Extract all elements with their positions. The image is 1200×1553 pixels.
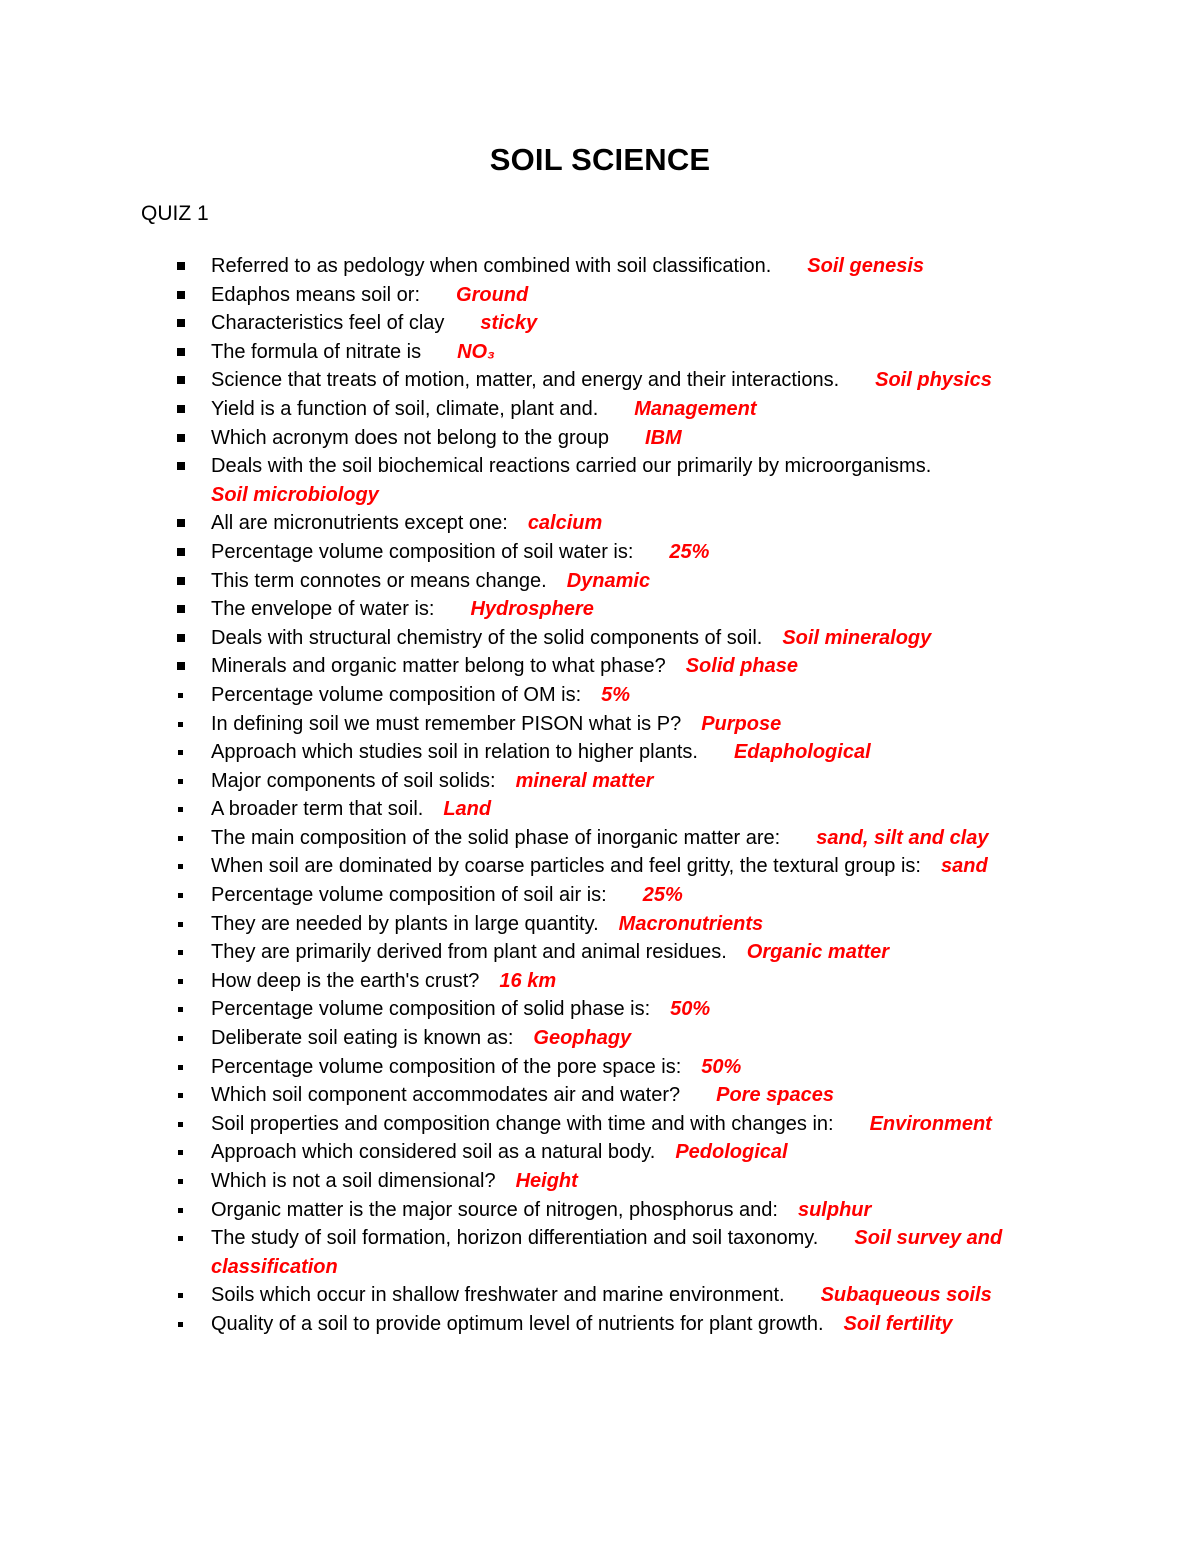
bullet-icon bbox=[177, 405, 185, 413]
question-item bbox=[0, 1024, 1081, 1053]
bullet-icon bbox=[178, 1293, 183, 1298]
bullet-icon bbox=[177, 376, 185, 384]
bullet-icon bbox=[178, 1093, 183, 1098]
answer-text: sticky bbox=[480, 312, 538, 335]
question-text: Major components of soil solids: bbox=[211, 769, 496, 792]
question-item bbox=[0, 1196, 1081, 1225]
question-text: Soils which occur in shallow freshwater and marine environment. bbox=[211, 1284, 785, 1307]
question-text: Percentage volume composition of soil water is: bbox=[211, 540, 634, 563]
bullet-icon bbox=[177, 434, 185, 442]
question-text: Percentage volume composition of soil air is: bbox=[211, 884, 607, 907]
question-text: Minerals and organic matter belong to what phase? bbox=[211, 655, 666, 678]
question-text: The envelope of water is: bbox=[211, 598, 435, 621]
question-item bbox=[0, 395, 1081, 424]
answer-text: Dynamic bbox=[566, 569, 651, 592]
question-text: Which soil component accommodates air and water? bbox=[211, 1084, 681, 1107]
bullet-icon bbox=[177, 548, 185, 556]
question-item bbox=[0, 366, 1081, 395]
question-item bbox=[0, 509, 1081, 538]
answer-text: mineral matter bbox=[515, 769, 654, 792]
question-text: Percentage volume composition of solid phase is: bbox=[211, 998, 651, 1021]
bullet-icon bbox=[177, 577, 185, 585]
bullet-icon bbox=[177, 462, 185, 470]
question-text: Science that treats of motion, matter, and energy and their interactions. bbox=[211, 369, 840, 392]
question-item bbox=[0, 710, 1081, 739]
answer-text: Soil survey and classification bbox=[211, 1227, 1003, 1278]
answer-text: Soil physics bbox=[875, 369, 992, 392]
question-text: Soil properties and composition change with time and with changes in: bbox=[211, 1112, 834, 1135]
answer-text: Pore spaces bbox=[716, 1084, 834, 1107]
question-item bbox=[0, 1224, 1081, 1281]
answer-text: Ground bbox=[456, 283, 529, 306]
page-title: SOIL SCIENCE bbox=[489, 142, 711, 177]
answer-text: 50% bbox=[701, 1055, 742, 1078]
question-text: In defining soil we must remember PISON what is P? bbox=[211, 712, 682, 735]
answer-text: IBM bbox=[645, 426, 682, 449]
question-text: Characteristics feel of clay bbox=[211, 312, 445, 335]
question-text: The study of soil formation, horizon differentiation and soil taxonomy. bbox=[211, 1227, 819, 1250]
question-item bbox=[0, 795, 1081, 824]
question-item bbox=[0, 1081, 1081, 1110]
answer-text: NO₃ bbox=[457, 340, 495, 363]
bullet-icon bbox=[177, 634, 185, 642]
question-item bbox=[0, 824, 1081, 853]
question-text: Which acronym does not belong to the group bbox=[211, 426, 610, 449]
question-item bbox=[0, 681, 1081, 710]
bullet-icon bbox=[178, 1236, 183, 1241]
bullet-icon bbox=[178, 836, 183, 841]
bullet-icon bbox=[178, 750, 183, 755]
question-text: Edaphos means soil or: bbox=[211, 283, 421, 306]
question-item bbox=[0, 624, 1081, 653]
question-item bbox=[0, 1110, 1081, 1139]
question-text: Referred to as pedology when combined with soil classification. bbox=[211, 255, 772, 277]
bullet-icon bbox=[177, 319, 185, 327]
answer-text: 16 km bbox=[499, 969, 557, 992]
question-text: Deals with the soil biochemical reactions carried our primarily by microorganisms. bbox=[211, 455, 932, 478]
quiz-heading: QUIZ 1 bbox=[141, 202, 209, 225]
question-item bbox=[0, 452, 1081, 509]
answer-text: 25% bbox=[669, 540, 710, 563]
question-text: All are micronutrients except one: bbox=[211, 512, 508, 535]
question-item bbox=[0, 1310, 1081, 1339]
question-item bbox=[0, 338, 1081, 367]
answer-text: Geophagy bbox=[533, 1027, 632, 1050]
answer-text: Soil microbiology bbox=[211, 483, 379, 506]
bullet-icon bbox=[177, 291, 185, 299]
bullet-icon bbox=[177, 662, 185, 670]
question-item bbox=[0, 567, 1081, 596]
question-item bbox=[0, 738, 1081, 767]
answer-text: Environment bbox=[869, 1112, 992, 1135]
question-text: Percentage volume composition of OM is: bbox=[211, 683, 582, 706]
answer-text: Solid phase bbox=[685, 655, 798, 678]
question-item bbox=[0, 1281, 1081, 1310]
bullet-icon bbox=[178, 722, 183, 727]
answer-text: sand bbox=[941, 855, 988, 878]
question-item bbox=[0, 652, 1081, 681]
bullet-icon bbox=[178, 1322, 183, 1327]
question-item bbox=[0, 1167, 1081, 1196]
question-item bbox=[0, 967, 1081, 996]
question-item bbox=[0, 281, 1081, 310]
answer-text: Macronutrients bbox=[618, 912, 764, 935]
answer-text: Height bbox=[515, 1170, 578, 1192]
bullet-icon bbox=[178, 922, 183, 927]
bullet-icon bbox=[178, 1065, 183, 1070]
question-text: This term connotes or means change. bbox=[211, 569, 547, 592]
bullet-icon bbox=[178, 1122, 183, 1127]
question-text: Percentage volume composition of the pore space is: bbox=[211, 1055, 682, 1078]
bullet-icon bbox=[177, 605, 185, 613]
bullet-icon bbox=[178, 1007, 183, 1012]
question-text: Yield is a function of soil, climate, plant and. bbox=[211, 397, 599, 420]
bullet-icon bbox=[177, 348, 185, 356]
question-text: Quality of a soil to provide optimum level of nutrients for plant growth. bbox=[211, 1312, 824, 1335]
bullet-icon bbox=[178, 893, 183, 898]
bullet-icon bbox=[178, 950, 183, 955]
question-item bbox=[0, 938, 1081, 967]
answer-text: calcium bbox=[527, 512, 603, 535]
question-text: Deals with structural chemistry of the solid components of soil. bbox=[211, 626, 763, 649]
question-text: The formula of nitrate is bbox=[211, 340, 422, 363]
bullet-icon bbox=[178, 807, 183, 812]
question-text: They are needed by plants in large quantity. bbox=[211, 912, 599, 935]
bullet-icon bbox=[178, 779, 183, 784]
question-item bbox=[0, 995, 1081, 1024]
answer-text: Edaphological bbox=[733, 741, 871, 764]
answer-text: Land bbox=[443, 798, 492, 821]
question-list bbox=[0, 252, 1200, 1339]
answer-text: Organic matter bbox=[746, 941, 890, 964]
bullet-icon bbox=[178, 864, 183, 869]
question-item bbox=[0, 309, 1081, 338]
answer-text: 50% bbox=[670, 998, 711, 1021]
answer-text: Hydrosphere bbox=[470, 598, 594, 621]
question-text: Organic matter is the major source of nitrogen, phosphorus and: bbox=[211, 1198, 778, 1221]
question-item bbox=[0, 881, 1081, 910]
question-item bbox=[0, 910, 1081, 939]
answer-text: 5% bbox=[601, 683, 631, 706]
question-item bbox=[0, 424, 1081, 453]
bullet-icon bbox=[177, 519, 185, 527]
question-text: Approach which considered soil as a natural body. bbox=[211, 1141, 656, 1164]
question-item bbox=[0, 1053, 1081, 1082]
bullet-icon bbox=[177, 262, 185, 270]
answer-text: Pedological bbox=[675, 1141, 788, 1164]
answer-text: sand, silt and clay bbox=[816, 826, 989, 849]
question-item bbox=[0, 1138, 1081, 1167]
question-text: Deliberate soil eating is known as: bbox=[211, 1027, 514, 1050]
question-text: Which is not a soil dimensional? bbox=[211, 1170, 496, 1192]
answer-text: Management bbox=[634, 397, 757, 420]
bullet-icon bbox=[178, 1150, 183, 1155]
answer-text: sulphur bbox=[797, 1198, 872, 1221]
bullet-icon bbox=[178, 979, 183, 984]
bullet-icon bbox=[178, 1208, 183, 1213]
bullet-icon bbox=[178, 1036, 183, 1041]
answer-text: Purpose bbox=[701, 712, 782, 735]
question-item bbox=[0, 852, 1081, 881]
question-text: When soil are dominated by coarse particles and feel gritty, the textural group is: bbox=[211, 855, 921, 878]
question-text: A broader term that soil. bbox=[211, 798, 424, 821]
answer-text: 25% bbox=[642, 884, 683, 907]
answer-text: Soil mineralogy bbox=[782, 626, 932, 649]
bullet-icon bbox=[178, 693, 183, 698]
bullet-icon bbox=[178, 1179, 183, 1184]
answer-text: Soil genesis bbox=[807, 255, 925, 277]
question-text: They are primarily derived from plant and animal residues. bbox=[211, 941, 727, 964]
answer-text: Soil fertility bbox=[843, 1312, 953, 1335]
question-item bbox=[0, 767, 1081, 796]
question-item bbox=[0, 538, 1081, 567]
question-text: How deep is the earth's crust? bbox=[211, 969, 480, 992]
answer-text: Subaqueous soils bbox=[820, 1284, 992, 1307]
question-item bbox=[0, 595, 1081, 624]
question-item bbox=[0, 252, 1081, 281]
question-text: Approach which studies soil in relation to higher plants. bbox=[211, 741, 698, 764]
question-text: The main composition of the solid phase of inorganic matter are: bbox=[211, 826, 781, 849]
